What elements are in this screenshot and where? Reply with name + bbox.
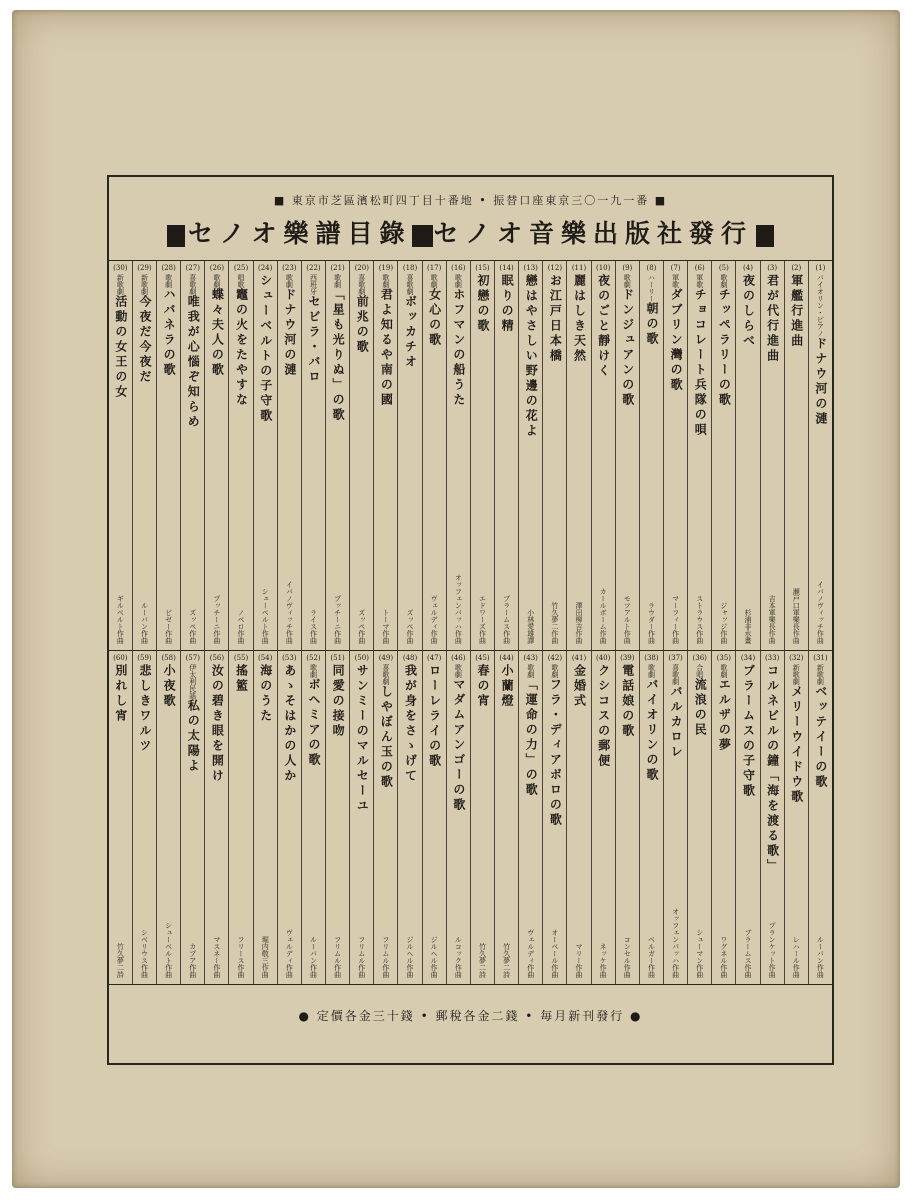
entry-num: (19) [378, 264, 394, 272]
entry-by: プランケット作曲 [768, 922, 777, 978]
entry-song: 唯我が心惱ぞ知らめ [186, 295, 201, 430]
entry-by: カールボーム作曲 [599, 588, 608, 644]
entry-by: ブラームス作曲 [502, 595, 511, 644]
catalog-top-row [109, 260, 832, 650]
square-mark-icon [415, 225, 433, 247]
entry-song: ホフマンの船うた [451, 288, 466, 408]
entry-cat: 伊太利民謠 [188, 664, 197, 699]
entry-cat: 歌劇 [285, 274, 294, 288]
entry-song: 電話娘の歌 [620, 664, 635, 739]
entry-num: (38) [644, 654, 659, 662]
entry-num: (13) [523, 264, 538, 272]
entry-song: 同愛の接吻 [331, 664, 346, 739]
entry-num: (40) [595, 654, 611, 662]
entry-num: (29) [137, 264, 152, 272]
entry-num: (53) [282, 654, 297, 662]
entry-cat: 歌劇 [454, 664, 463, 678]
entry-by: ジャッジ作曲 [719, 602, 728, 644]
entry-song: 海のうた [258, 664, 273, 724]
entry-by: ヴェルディ作曲 [526, 929, 535, 978]
entry-by: ラウダー作曲 [647, 602, 656, 644]
entry-song: 戀はやさしい野邊の花よ [524, 274, 539, 439]
entry-song: バイオリンの歌 [644, 678, 659, 783]
catalog-entry [542, 651, 566, 984]
catalog-entry [687, 651, 711, 984]
catalog-entry [253, 261, 277, 650]
entry-by: マスネー作曲 [212, 936, 221, 978]
catalog-entry [808, 651, 832, 984]
entry-num: (31) [813, 654, 828, 662]
entry-by: 杉浦非水畫 [744, 609, 752, 644]
entry-by: ブラームス作曲 [744, 929, 752, 978]
entry-song: 汝の碧き眼を開け [210, 664, 225, 784]
entry-song: チッペラリーの歌 [717, 288, 732, 408]
entry-num: (43) [523, 654, 538, 662]
entry-song: 前兆の歌 [355, 295, 370, 355]
entry-by: ジルヘル作曲 [406, 936, 415, 978]
entry-by: ルーバン作曲 [309, 936, 318, 978]
entry-num: (23) [282, 264, 297, 272]
catalog-entry [639, 261, 663, 650]
entry-song: バルカロレ [669, 685, 684, 760]
entry-by: 瀬戸口軍樂長作曲 [792, 588, 801, 644]
entry-song: ダブリン灣の歌 [669, 288, 684, 393]
entry-num: (44) [499, 654, 514, 662]
entry-song: マダムアンゴーの歌 [451, 678, 466, 813]
catalog-entry [760, 261, 784, 650]
entry-cat: 歌劇 [719, 664, 728, 678]
entry-by: フリムル作曲 [333, 936, 342, 978]
entry-num: (51) [330, 654, 345, 662]
catalog-entry [518, 651, 542, 984]
entry-num: (39) [620, 654, 635, 662]
address-line: ■ 東京市芝區濱松町四丁目十番地 • 振替口座東京三〇一九一番 ■ [273, 194, 668, 207]
entry-by: ズッペ作曲 [406, 609, 415, 644]
entry-cat: 歌劇 [719, 274, 728, 288]
catalog-entry [422, 261, 446, 650]
entry-num: (60) [113, 654, 128, 662]
catalog-entry [277, 261, 301, 650]
catalog-entry [132, 261, 156, 650]
entry-by: ヴェルディ作曲 [430, 595, 439, 644]
entry-num: (12) [547, 264, 563, 272]
entry-by: 竹久夢二作曲 [550, 602, 559, 644]
catalog-entry [325, 261, 349, 650]
catalog-entry [760, 651, 784, 984]
entry-num: (50) [354, 654, 369, 662]
entry-num: (11) [571, 264, 587, 272]
catalog-entry [422, 651, 446, 984]
entry-song: ブラームスの子守歌 [741, 664, 756, 799]
paper-sheet [12, 10, 900, 1188]
entry-num: (36) [692, 654, 707, 662]
catalog-entry [277, 651, 301, 984]
entry-num: (20) [354, 264, 369, 272]
entry-song: 麗はしき天然 [572, 274, 587, 364]
entry-by: 小林愛雄譯 [526, 609, 535, 644]
catalog-entry [228, 651, 252, 984]
entry-by: シューマン作曲 [695, 929, 704, 978]
catalog-entry [639, 651, 663, 984]
catalog-entry [446, 261, 470, 650]
entry-num: (37) [668, 654, 683, 662]
catalog-entry [566, 651, 590, 984]
entry-num: (8) [646, 264, 657, 272]
entry-by: ヴェルディ作曲 [285, 929, 294, 978]
catalog-entry [687, 261, 711, 650]
catalog-entry [156, 651, 180, 984]
entry-cat: 唱歌 [237, 274, 246, 288]
entry-cat: 歌劇 [164, 274, 173, 288]
entry-song: チョコレート兵隊の唄 [693, 288, 708, 438]
entry-by: ベルガー作曲 [647, 936, 656, 978]
entry-num: (41) [571, 654, 587, 662]
entry-num: (27) [185, 264, 200, 272]
entry-by: 吉本軍樂長作曲 [768, 595, 777, 644]
entry-by: プッチーニ作曲 [333, 595, 342, 644]
entry-num: (42) [547, 654, 563, 662]
entry-cat: 歌劇 [381, 274, 390, 288]
entry-by: ノベロ作曲 [237, 609, 246, 644]
entry-num: (25) [233, 264, 249, 272]
entry-song: 君が代行進曲 [765, 274, 780, 364]
entry-cat: 歌劇 [647, 664, 656, 678]
entry-by: シューベルト作曲 [261, 588, 270, 644]
entry-song: 竈の火をたやすな [234, 288, 249, 408]
entry-song: サンミーのマルセーユ [355, 664, 370, 814]
catalog-entry [518, 261, 542, 650]
catalog-entry [253, 651, 277, 984]
entry-num: (9) [622, 264, 633, 272]
catalog-entry [494, 651, 518, 984]
catalog-entry [542, 261, 566, 650]
entry-by: コンセル作曲 [623, 936, 632, 978]
entry-song: 君よ知るや南の國 [379, 288, 394, 408]
entry-by: ワグネル作曲 [719, 936, 728, 978]
entry-num: (3) [767, 264, 778, 272]
entry-by: レハール作曲 [792, 936, 801, 978]
catalog-entry [566, 261, 590, 650]
entry-cat: 喜歌劇 [381, 664, 390, 685]
catalog-entry [470, 651, 494, 984]
entry-song: 春の宵 [475, 664, 490, 709]
entry-song: ドナウ河の漣 [282, 288, 297, 378]
entry-num: (4) [743, 264, 753, 272]
entry-num: (21) [330, 264, 345, 272]
entry-num: (52) [306, 654, 321, 662]
entry-by: 竹久夢二詩 [478, 943, 487, 978]
publisher-title [409, 214, 777, 250]
entry-num: (10) [595, 264, 611, 272]
entry-by: シューベルト作曲 [164, 922, 173, 978]
entry-by: シベリウス作曲 [140, 929, 149, 978]
entry-by: 堀内敬三作曲 [261, 936, 270, 978]
entry-song: フラ・ディアボロの歌 [548, 678, 563, 828]
entry-num: (28) [161, 264, 176, 272]
entry-num: (18) [402, 264, 418, 272]
entry-num: (46) [451, 654, 466, 662]
catalog-entry [180, 651, 204, 984]
catalog-entry [204, 651, 228, 984]
entry-by: ビゼー作曲 [164, 609, 173, 644]
entry-song: あゝそはかの人か [282, 664, 297, 784]
catalog-entry [180, 261, 204, 650]
entry-by: ズッペ作曲 [188, 609, 197, 644]
catalog-entry [349, 261, 373, 650]
entry-song: 悲しきワルツ [137, 664, 152, 754]
entry-num: (2) [791, 264, 802, 272]
entry-by: トーマ作曲 [381, 609, 390, 644]
entry-song: 搖籃 [234, 664, 249, 694]
entry-cat: 軍歌 [671, 274, 680, 288]
catalog-entry [735, 261, 759, 650]
catalog-entry [711, 651, 735, 984]
entry-song: コルネビルの鐘「海を渡る歌」 [765, 664, 780, 874]
entry-song: ボヘミアの歌 [306, 678, 321, 768]
entry-by: ライス作曲 [309, 609, 318, 644]
entry-song: 軍艦行進曲 [789, 274, 804, 349]
entry-song: 朝の歌 [644, 302, 659, 347]
entry-by: ルコック作曲 [454, 936, 463, 978]
entry-cat: 喜歌劇 [357, 274, 366, 295]
entry-by: ズッペ作曲 [357, 609, 366, 644]
catalog-entry [301, 651, 325, 984]
entry-by: ネッケ作曲 [599, 943, 608, 978]
entry-num: (30) [113, 264, 128, 272]
catalog-entry [156, 261, 180, 650]
entry-by: フリース作曲 [237, 936, 246, 978]
entry-cat: 喜歌劇 [406, 274, 415, 295]
entry-cat: 喜歌劇 [188, 274, 197, 295]
entry-num: (59) [137, 654, 152, 662]
entry-num: (15) [475, 264, 490, 272]
entry-cat: 歌劇 [623, 274, 632, 288]
entry-by: モツアルト作曲 [623, 595, 632, 644]
entry-cat: 新歌劇 [792, 664, 801, 685]
catalog-entry [301, 261, 325, 650]
title-bar [109, 214, 832, 254]
entry-cat: 歌劇 [309, 664, 318, 678]
catalog-entry [373, 651, 397, 984]
catalog-frame [107, 175, 834, 1065]
entry-cat: 合唱 [695, 664, 704, 678]
entry-cat: 西班牙 [309, 274, 318, 295]
entry-cat: 新歌劇 [816, 664, 825, 685]
entry-cat: 歌劇 [454, 274, 463, 288]
catalog-entry [663, 651, 687, 984]
entry-song: 蝶々夫人の歌 [210, 288, 225, 378]
entry-num: (47) [426, 654, 442, 662]
publisher-title-text: セノオ音樂出版社發行 [433, 219, 753, 248]
entry-song: 小夜歌 [162, 664, 177, 709]
entry-cat: 歌劇 [526, 664, 535, 678]
entry-num: (6) [694, 264, 705, 272]
catalog-entry [808, 261, 832, 650]
entry-by: ギルベルト作曲 [116, 595, 125, 644]
entry-cat: 新歌劇 [140, 274, 149, 295]
entry-song: ボッカチオ [403, 295, 418, 370]
entry-num: (34) [740, 654, 756, 662]
entry-cat: 歌劇 [430, 274, 439, 288]
entry-cat: 歌劇 [212, 274, 221, 288]
entry-song: シューベルトの子守歌 [258, 274, 273, 424]
entry-song: ベッテイーの歌 [813, 685, 828, 790]
entry-cat: ハーリー [647, 274, 656, 302]
entry-cat: 喜歌劇 [671, 664, 680, 685]
catalog-entry [446, 651, 470, 984]
entry-by: フリムル作曲 [381, 936, 390, 978]
entry-song: 「星も光りぬ」の歌 [331, 288, 346, 423]
catalog-entry [494, 261, 518, 650]
entry-by: オーベール作曲 [550, 929, 559, 978]
entry-num: (26) [209, 264, 225, 272]
catalog-title [164, 214, 436, 250]
catalog-entry [397, 261, 421, 650]
catalog-entry [373, 261, 397, 650]
entry-num: (16) [451, 264, 466, 272]
entry-by: 竹久夢二詩 [502, 943, 511, 978]
catalog-entry [228, 261, 252, 650]
catalog-entry [397, 651, 421, 984]
catalog-entry [784, 261, 808, 650]
entry-num: (5) [718, 264, 729, 272]
entry-song: お江戸日本橋 [548, 274, 563, 364]
entry-num: (45) [475, 654, 490, 662]
entry-cat: 軍歌 [695, 274, 704, 288]
entry-song: 初戀の歌 [475, 274, 490, 334]
entry-by: マーフィー作曲 [671, 595, 680, 644]
catalog-entry [735, 651, 759, 984]
entry-num: (22) [306, 264, 321, 272]
entry-cat: 歌劇 [550, 664, 559, 678]
entry-song: 金婚式 [572, 664, 587, 709]
catalog-entry [784, 651, 808, 984]
entry-cat: バイオリン・ピアノ [816, 274, 825, 337]
entry-by: 竹久夢二詩 [116, 943, 125, 978]
catalog-entry [204, 261, 228, 650]
entry-song: ハバネラの歌 [162, 288, 177, 378]
entry-cat: 歌劇 [333, 274, 342, 288]
entry-num: (54) [258, 654, 273, 662]
entry-song: 眠りの精 [500, 274, 515, 334]
catalog-entry [349, 651, 373, 984]
entry-by: 澤田柳吉作曲 [575, 602, 584, 644]
entry-song: ローレライの歌 [427, 664, 442, 769]
entry-song: 女心の歌 [427, 288, 442, 348]
entry-by: ルーバン作曲 [816, 936, 825, 978]
entry-song: 我が身をさゝげて [403, 664, 418, 784]
entry-song: セビラ・バロ [306, 295, 321, 385]
entry-by: オッフェンバッハ作曲 [671, 908, 680, 978]
entry-song: 夜のしらべ [741, 274, 756, 349]
entry-song: しやぼん玉の歌 [379, 685, 394, 790]
entry-num: (24) [258, 264, 273, 272]
entry-by: ストラウス作曲 [695, 595, 704, 644]
entry-by: イバノヴィッチ作曲 [816, 581, 825, 644]
entry-by: エドワーズ作曲 [478, 595, 487, 644]
catalog-entry [591, 651, 615, 984]
catalog-entry [325, 651, 349, 984]
square-mark-icon [756, 225, 774, 247]
entry-num: (35) [716, 654, 732, 662]
entry-num: (56) [209, 654, 225, 662]
entry-num: (48) [402, 654, 418, 662]
entry-num: (17) [426, 264, 442, 272]
entry-num: (49) [378, 654, 394, 662]
price-footer: ● 定價各金三十錢 • 郵稅各金二錢 • 毎月新刊發行 ● [298, 1009, 643, 1023]
entry-by: マリー作曲 [575, 943, 584, 978]
entry-song: クシコスの郵便 [596, 664, 611, 769]
catalog-title-text: セノオ樂譜目錄 [188, 219, 412, 248]
entry-by: イバノヴィッチ作曲 [285, 581, 294, 644]
entry-by: ルーバン作曲 [140, 602, 149, 644]
entry-num: (1) [815, 264, 826, 272]
entry-song: 私の太陽よ [186, 699, 201, 774]
catalog-entry [470, 261, 494, 650]
catalog-entry [109, 261, 132, 650]
entry-song: ドナウ河の漣 [813, 337, 828, 427]
entry-num: (55) [233, 654, 249, 662]
catalog-entry [591, 261, 615, 650]
entry-song: ドンジュアンの歌 [620, 288, 635, 408]
entry-num: (58) [161, 654, 176, 662]
entry-num: (32) [789, 654, 804, 662]
entry-by: ジルヘル作曲 [430, 936, 439, 978]
entry-song: 別れし宵 [113, 664, 128, 724]
catalog-entry [711, 261, 735, 650]
entry-by: プッチーニ作曲 [212, 595, 221, 644]
entry-song: 小蘭燈 [500, 664, 515, 709]
entry-song: 「運命の力」の歌 [524, 678, 539, 798]
entry-cat: 新歌劇 [116, 274, 125, 295]
catalog-entry [132, 651, 156, 984]
entry-num: (7) [670, 264, 681, 272]
entry-num: (33) [764, 654, 780, 662]
entry-song: 夜のごと靜けく [596, 274, 611, 379]
catalog-entry [615, 651, 639, 984]
entry-song: 今夜だ今夜だ [137, 295, 152, 385]
catalog-entry [615, 261, 639, 650]
entry-song: エルザの夢 [717, 678, 732, 753]
catalog-entry [109, 651, 132, 984]
square-mark-icon [167, 225, 185, 247]
entry-song: 活動の女王の女 [113, 295, 128, 400]
catalog-bottom-row [109, 650, 832, 985]
entry-num: (14) [499, 264, 514, 272]
entry-by: フリムル作曲 [357, 936, 366, 978]
entry-song: 流浪の民 [693, 678, 708, 738]
entry-by: オッフェンバッハ作曲 [454, 574, 463, 644]
catalog-entry [663, 261, 687, 650]
entry-num: (57) [185, 654, 200, 662]
entry-by: カプア作曲 [188, 943, 197, 978]
entry-song: メリーウイドウ歌 [789, 685, 804, 805]
